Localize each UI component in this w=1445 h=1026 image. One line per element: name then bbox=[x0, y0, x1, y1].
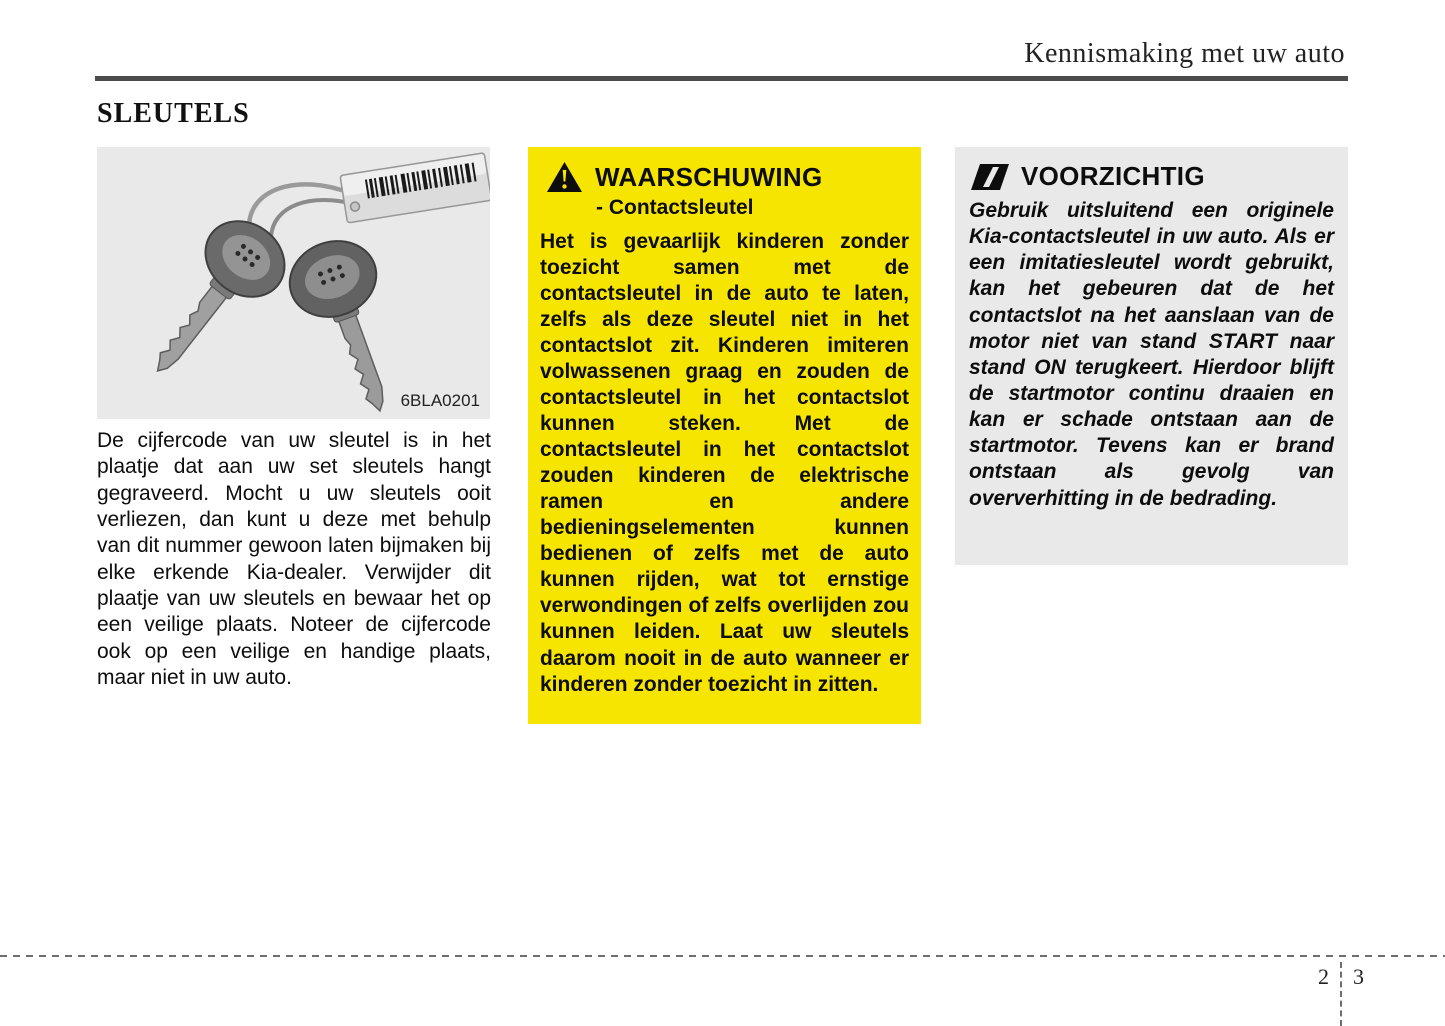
caution-header bbox=[971, 161, 1334, 192]
chapter-header: Kennismaking met uw auto bbox=[1024, 38, 1345, 69]
footer-rule bbox=[0, 955, 1445, 957]
caution-box bbox=[955, 147, 1348, 565]
warning-triangle-icon bbox=[546, 161, 583, 193]
page-number bbox=[1318, 962, 1364, 1026]
warning-body: Het is gevaarlijk kinderen zonder toezicht samen met de contactsleutel in de auto te laten, zelfs als deze sleutel niet in het contactslot zit. Kinderen imiteren volwassenen graag en zouden de contactsleutel in het contactslot kunnen steken. Met de contactsleutel in het contactslot zouden kinderen de elektrische ramen en andere bedieningselementen kunnen bedienen of zelfs met de auto kunnen rijden, wat tot ernstige verwondingen of zelfs overlijden zou kunnen leiden. Laat uw sleutels daarom nooit in de auto wanneer er kinderen zonder toezicht in zitten. bbox=[540, 230, 909, 696]
caution-title: VOORZICHTIG bbox=[1021, 161, 1205, 191]
warning-title: WAARSCHUWING bbox=[595, 161, 823, 192]
intro-paragraph: De cijfercode van uw sleutel is in het plaatje dat aan uw set sleutels hangt gegraveerd. Mocht u uw sleutels ooit verliezen, dan kunt u deze met behulp van dit nummer gewoon laten bijmaken bij elke erkende Kia-dealer. Verwijder dit plaatje van uw sleutels en bewaar het op een veilige plaats. Noteer de cijfercode ook op een veilige en handige plaats, maar niet in uw auto. bbox=[97, 429, 491, 690]
keys-illustration bbox=[97, 147, 490, 419]
warning-box bbox=[528, 147, 921, 724]
figure-caption: 6BLA0201 bbox=[400, 391, 480, 410]
chapter-number: 2 bbox=[1318, 964, 1329, 989]
warning-header bbox=[546, 161, 909, 193]
page-divider bbox=[1340, 962, 1342, 1026]
caution-icon bbox=[971, 162, 1009, 192]
page-value: 3 bbox=[1353, 964, 1364, 989]
warning-subtitle: - Contactsleutel bbox=[596, 196, 754, 219]
caution-body: Gebruik uitsluitend een originele Kia-contactsleutel in uw auto. Als er een imitatiesleutel wordt gebruikt, kan het gebeuren dat de het contactslot na het aanslaan van de motor niet van stand START naar stand ON terugkeert. Hierdoor blijft de startmotor continu draaien en kan er schade ontstaan aan de startmotor. Tevens kan er brand ontstaan als gevolg van oververhitting in de bedrading. bbox=[969, 199, 1334, 510]
section-title: SLEUTELS bbox=[97, 98, 250, 129]
keys-photo bbox=[97, 147, 490, 419]
header-rule bbox=[95, 76, 1348, 81]
